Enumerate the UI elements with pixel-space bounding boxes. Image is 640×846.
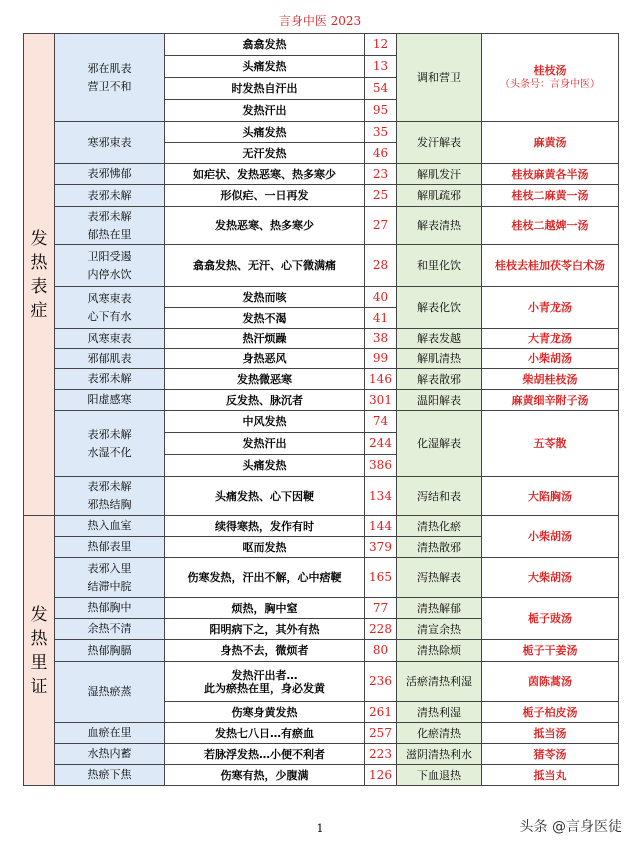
treatment-cell: 解表化饮 xyxy=(397,287,482,329)
pattern-cell: 表邪未解 邪热结胸 xyxy=(55,477,165,516)
symptom-cell: 翕翕发热、无汗、心下微满痛 xyxy=(165,245,365,287)
category-interior-fever: 发热 里证 xyxy=(24,516,55,786)
table-row xyxy=(24,390,619,411)
treatment-cell: 清热散邪 xyxy=(397,537,482,558)
formula-cell: 小柴胡汤 xyxy=(482,516,619,558)
clause-number: 126 xyxy=(365,765,397,786)
clause-number: 236 xyxy=(365,662,397,702)
clause-number: 301 xyxy=(365,390,397,411)
formula-cell: 桂枝去桂加茯苓白术汤 xyxy=(482,245,619,287)
clause-number: 77 xyxy=(365,598,397,619)
table-row xyxy=(24,744,619,765)
treatment-cell: 解表发越 xyxy=(397,329,482,349)
clause-number: 35 xyxy=(365,122,397,143)
treatment-cell: 泻热解表 xyxy=(397,558,482,598)
pattern-cell: 湿热瘀蒸 xyxy=(55,662,165,723)
symptom-cell: 头痛发热 xyxy=(165,122,365,143)
table-row xyxy=(24,411,619,433)
clause-number: 95 xyxy=(365,100,397,122)
clause-number: 146 xyxy=(365,369,397,390)
clause-number: 13 xyxy=(365,56,397,78)
formula-cell: 五苓散 xyxy=(482,411,619,477)
table-row xyxy=(24,329,619,349)
pattern-cell: 寒邪束表 xyxy=(55,122,165,164)
pattern-cell: 热郁胸中 xyxy=(55,598,165,619)
treatment-cell: 调和营卫 xyxy=(397,34,482,122)
symptom-cell: 伤寒有热，少腹满 xyxy=(165,765,365,786)
treatment-cell: 下血退热 xyxy=(397,765,482,786)
treatment-cell: 活瘀清热利湿 xyxy=(397,662,482,702)
formula-cell: 柴胡桂枝汤 xyxy=(482,369,619,390)
clause-number: 261 xyxy=(365,702,397,723)
document-title: 言身中医 2023 xyxy=(278,14,362,28)
symptom-cell: 身热恶风 xyxy=(165,349,365,369)
formula-cell: 麻黄汤 xyxy=(482,122,619,164)
symptom-cell: 发热恶寒、热多寒少 xyxy=(165,207,365,245)
symptom-cell: 发热不渴 xyxy=(165,308,365,329)
pattern-cell: 余热不清 xyxy=(55,619,165,640)
clause-number: 27 xyxy=(365,207,397,245)
table-row xyxy=(24,477,619,516)
pattern-cell: 邪在肌表 营卫不和 xyxy=(55,34,165,122)
clause-number: 12 xyxy=(365,34,397,56)
table-row xyxy=(24,122,619,143)
pattern-cell: 表邪未解 水湿不化 xyxy=(55,411,165,477)
formula-cell: 猪苓汤 xyxy=(482,744,619,765)
symptom-cell: 烦热，胸中窒 xyxy=(165,598,365,619)
table-row xyxy=(24,723,619,744)
treatment-cell: 清热利湿 xyxy=(397,702,482,723)
formula-cell: 抵当丸 xyxy=(482,765,619,786)
symptom-cell: 伤寒身黄发热 xyxy=(165,702,365,723)
treatment-cell: 化瘀清热 xyxy=(397,723,482,744)
symptom-cell: 伤寒发热，汗出不解，心中痞鞕 xyxy=(165,558,365,598)
clause-number: 80 xyxy=(365,640,397,662)
clause-number: 244 xyxy=(365,433,397,455)
symptom-cell: 反发热、脉沉者 xyxy=(165,390,365,411)
pattern-cell: 风寒束表 心下有水 xyxy=(55,287,165,329)
clause-number: 25 xyxy=(365,185,397,207)
formula-cell: 抵当汤 xyxy=(482,723,619,744)
table-row xyxy=(24,164,619,185)
symptom-cell: 中风发热 xyxy=(165,411,365,433)
table-row xyxy=(24,369,619,390)
symptom-cell: 头痛发热、心下因鞕 xyxy=(165,477,365,516)
formula-cell: 大青龙汤 xyxy=(482,329,619,349)
formula-cell: 大柴胡汤 xyxy=(482,558,619,598)
clause-number: 99 xyxy=(365,349,397,369)
clause-number: 223 xyxy=(365,744,397,765)
symptom-cell: 时发热自汗出 xyxy=(165,78,365,100)
clause-number: 165 xyxy=(365,558,397,598)
pattern-cell: 表邪未解 xyxy=(55,369,165,390)
treatment-cell: 化湿解表 xyxy=(397,411,482,477)
pattern-cell: 风寒束表 xyxy=(55,329,165,349)
pattern-cell: 阳虚感寒 xyxy=(55,390,165,411)
pattern-cell: 热瘀下焦 xyxy=(55,765,165,786)
formula-cell: 栀子豉汤 xyxy=(482,598,619,640)
pattern-cell: 血瘀在里 xyxy=(55,723,165,744)
treatment-cell: 泻结和表 xyxy=(397,477,482,516)
symptom-cell: 若脉浮发热…小便不利者 xyxy=(165,744,365,765)
formula-cell: 栀子干姜汤 xyxy=(482,640,619,662)
treatment-cell: 清热解郁 xyxy=(397,598,482,619)
formula-cell: 小青龙汤 xyxy=(482,287,619,329)
table-row xyxy=(24,598,619,619)
table-row xyxy=(24,558,619,598)
formula-cell: 桂枝二越婢一汤 xyxy=(482,207,619,245)
treatment-cell: 解肌发汗 xyxy=(397,164,482,185)
pattern-cell: 水热内蓄 xyxy=(55,744,165,765)
symptom-cell: 无汗发热 xyxy=(165,143,365,164)
clause-number: 74 xyxy=(365,411,397,433)
pattern-cell: 表邪怫郁 xyxy=(55,164,165,185)
clause-number: 41 xyxy=(365,308,397,329)
clause-number: 257 xyxy=(365,723,397,744)
pattern-cell: 热入血室 xyxy=(55,516,165,537)
formula-cell: 桂枝二麻黄一汤 xyxy=(482,185,619,207)
clause-number: 28 xyxy=(365,245,397,287)
clause-number: 228 xyxy=(365,619,397,640)
table-row xyxy=(24,516,619,537)
table-row xyxy=(24,287,619,308)
symptom-cell: 续得寒热，发作有时 xyxy=(165,516,365,537)
pattern-cell: 表邪未解 郁热在里 xyxy=(55,207,165,245)
table-row xyxy=(24,34,619,56)
pattern-cell: 表邪未解 xyxy=(55,185,165,207)
symptom-cell: 身热不去，微烦者 xyxy=(165,640,365,662)
treatment-cell: 解肌清热 xyxy=(397,349,482,369)
table-row xyxy=(24,662,619,702)
symptom-cell: 头痛发热 xyxy=(165,56,365,78)
formula-cell: 茵陈蒿汤 xyxy=(482,662,619,702)
table-row xyxy=(24,349,619,369)
treatment-cell: 发汗解表 xyxy=(397,122,482,164)
clause-number: 386 xyxy=(365,455,397,477)
formula-cell: 桂枝汤 （头条号：言身中医） xyxy=(482,34,619,122)
symptom-cell: 发热汗出者… 此为瘀热在里，身必发黄 xyxy=(165,662,365,702)
symptom-cell: 呕而发热 xyxy=(165,537,365,558)
treatment-cell: 解表散邪 xyxy=(397,369,482,390)
table-row xyxy=(24,245,619,287)
pattern-cell: 邪郁肌表 xyxy=(55,349,165,369)
treatment-cell: 清宣余热 xyxy=(397,619,482,640)
table-row xyxy=(24,185,619,207)
symptom-cell: 发热微恶寒 xyxy=(165,369,365,390)
symptom-cell: 形似疟、一日再发 xyxy=(165,185,365,207)
formula-cell: 麻黄细辛附子汤 xyxy=(482,390,619,411)
symptom-cell: 发热汗出 xyxy=(165,100,365,122)
symptom-cell: 发热汗出 xyxy=(165,433,365,455)
symptom-cell: 阳明病下之，其外有热 xyxy=(165,619,365,640)
table-row xyxy=(24,640,619,662)
clause-number: 46 xyxy=(365,143,397,164)
treatment-cell: 滋阴清热利水 xyxy=(397,744,482,765)
formula-cell: 小柴胡汤 xyxy=(482,349,619,369)
pattern-cell: 表邪入里 结滞中脘 xyxy=(55,558,165,598)
pattern-cell: 热郁表里 xyxy=(55,537,165,558)
clause-number: 40 xyxy=(365,287,397,308)
symptom-cell: 发热而咳 xyxy=(165,287,365,308)
symptom-cell: 翕翕发热 xyxy=(165,34,365,56)
treatment-cell: 清热除烦 xyxy=(397,640,482,662)
treatment-cell: 清热化瘀 xyxy=(397,516,482,537)
formula-cell: 大陷胸汤 xyxy=(482,477,619,516)
treatment-cell: 温阳解表 xyxy=(397,390,482,411)
symptom-cell: 发热七八日…有瘀血 xyxy=(165,723,365,744)
formula-cell: 栀子柏皮汤 xyxy=(482,702,619,723)
symptom-cell: 热汗烦躁 xyxy=(165,329,365,349)
watermark: 头条 @言身医徒 xyxy=(519,819,622,835)
clause-number: 134 xyxy=(365,477,397,516)
treatment-cell: 和里化饮 xyxy=(397,245,482,287)
table-row xyxy=(24,207,619,245)
treatment-cell: 解表清热 xyxy=(397,207,482,245)
clause-number: 379 xyxy=(365,537,397,558)
pattern-cell: 热郁胸膈 xyxy=(55,640,165,662)
treatment-cell: 解肌疏邪 xyxy=(397,185,482,207)
fever-pattern-table xyxy=(23,33,619,786)
clause-number: 54 xyxy=(365,78,397,100)
symptom-cell: 头痛发热 xyxy=(165,455,365,477)
category-exterior-fever: 发热 表症 xyxy=(24,34,55,516)
table-row xyxy=(24,765,619,786)
clause-number: 38 xyxy=(365,329,397,349)
clause-number: 23 xyxy=(365,164,397,185)
formula-cell: 桂枝麻黄各半汤 xyxy=(482,164,619,185)
symptom-cell: 如疟状、发热恶寒、热多寒少 xyxy=(165,164,365,185)
clause-number: 144 xyxy=(365,516,397,537)
pattern-cell: 卫阳受遏 内停水饮 xyxy=(55,245,165,287)
page-number: 1 xyxy=(316,822,324,835)
